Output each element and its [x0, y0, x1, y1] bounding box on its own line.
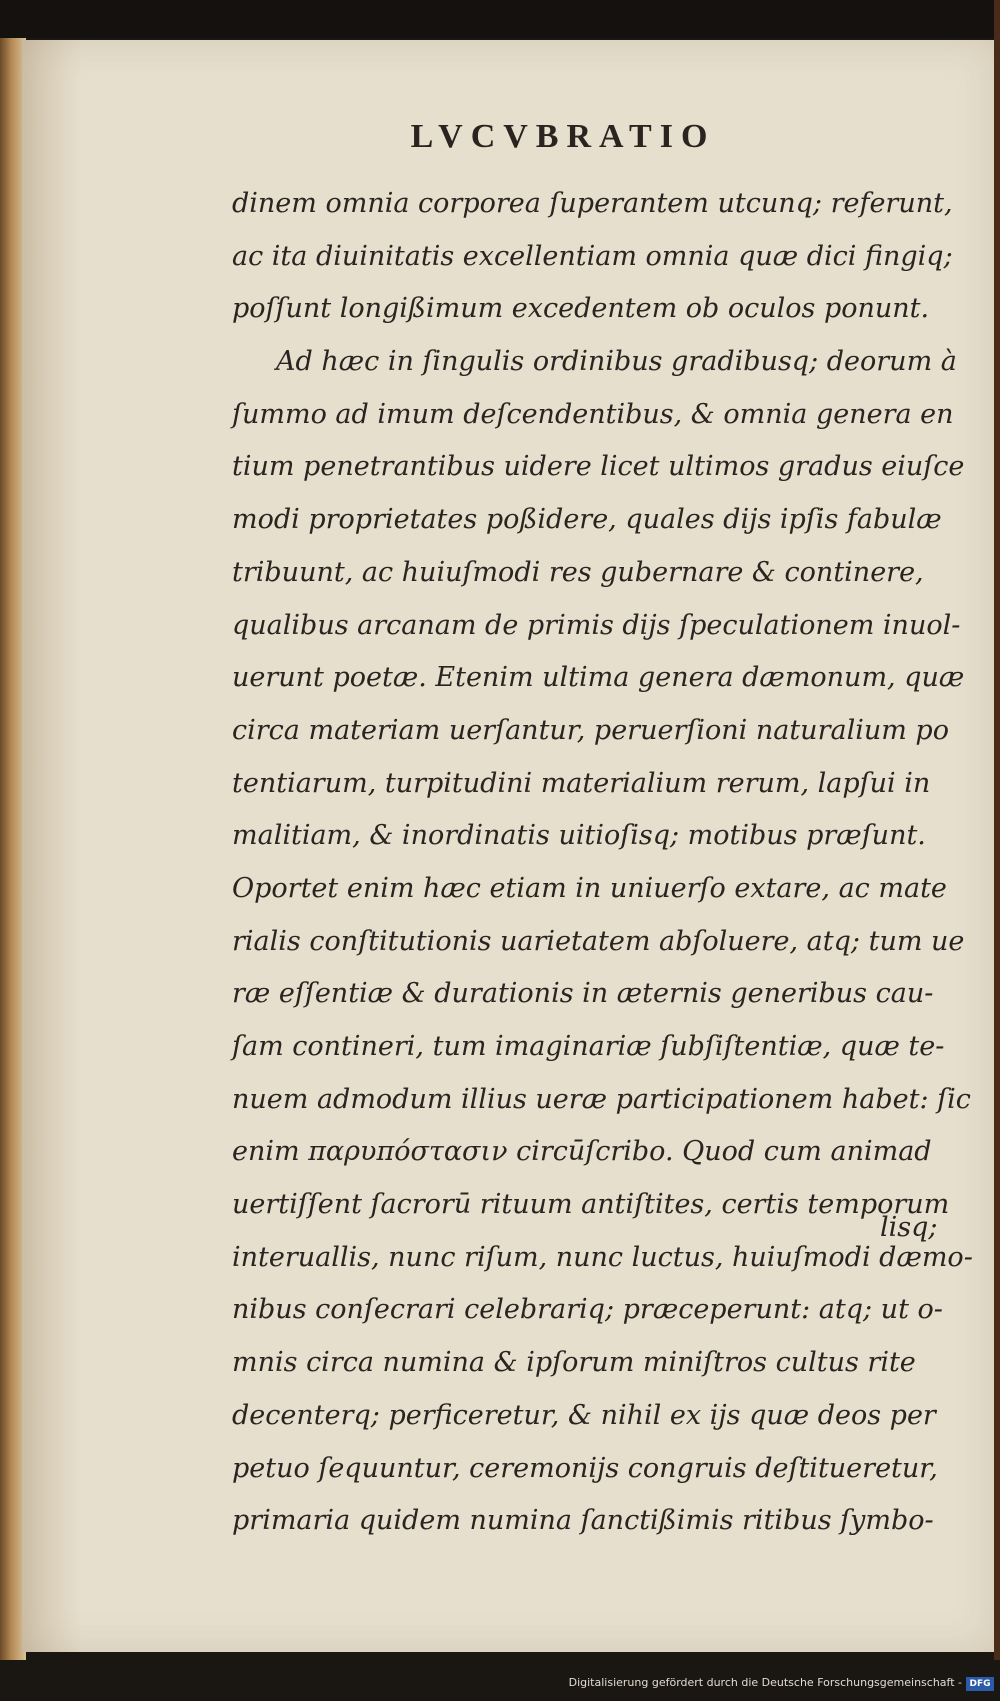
text-line: uerunt poetæ. Etenim ultima genera dæmonum, quæ [232, 662, 965, 694]
text-line: tium penetrantibus uidere licet ultimos gradus eiuſce [232, 451, 965, 483]
text-line: Ad hæc in ſingulis ordinibus gradibusq; deorum à [276, 346, 957, 378]
text-line: petuo ſequuntur, ceremonijs congruis deſtitueretur, [232, 1452, 938, 1484]
text-line: nuem admodum illius ueræ participationem habet: ſic [232, 1083, 971, 1115]
scan-background-right [994, 0, 1000, 1701]
text-line: ſummo ad imum deſcendentibus, & omnia genera en [232, 398, 954, 430]
text-line: decenterq; perficeretur, & nihil ex ijs quæ deos per [232, 1399, 936, 1431]
text-line: ſam contineri, tum imaginariæ ſubſiſtentiæ, quæ te- [232, 1031, 945, 1062]
footer-bar [0, 1660, 1000, 1701]
text-line: nibus conſecrari celebrariq; præceperunt: atq; ut o- [232, 1294, 943, 1326]
dfg-logo: DFG [966, 1677, 994, 1691]
scan-background-top [0, 0, 1000, 38]
text-line: tribuunt, ac huiuſmodi res gubernare & continere, [232, 556, 924, 588]
text-line: uertiſſent ſacrorū rituum antiſtites, certis temporum [232, 1189, 950, 1221]
text-line: enim παρυπόστασιν circūſcribo. Quod cum animad [232, 1136, 932, 1168]
text-line: Oportet enim hæc etiam in uniuerſo extare, ac mate [232, 872, 947, 904]
text-line: poſſunt longißimum excedentem ob oculos ponunt. [232, 293, 930, 325]
text-line: rialis conſtitutionis uarietatem abſoluere, atq; tum ue [232, 925, 965, 957]
page-body [232, 178, 973, 1548]
text-line: qualibus arcanam de primis dijs ſpeculationem inuol- [232, 609, 961, 641]
text-line: tentiarum, turpitudini materialium rerum, lapſui in [232, 767, 931, 799]
text-line: dinem omnia corporea ſuperantem utcunq; referunt, [232, 188, 953, 219]
text-line: modi proprietates poßidere, quales dijs ipſis fabulæ [232, 504, 942, 536]
running-head: LVCVBRATIO [410, 118, 716, 155]
text-line: primaria quidem numina ſanctißimis ritibus ſymbo- [232, 1505, 934, 1537]
text-line: interuallis, nunc riſum, nunc luctus, huiuſmodi dæmo- [232, 1241, 973, 1273]
text-line: ræ eſſentiæ & durationis in æternis generibus cau- [232, 978, 934, 1010]
text-line: ac ita diuinitatis excellentiam omnia quæ dici fingiq; [232, 240, 953, 272]
text-line: malitiam, & inordinatis uitioſisq; motibus præſunt. [232, 820, 926, 852]
digitization-credit: Digitalisierung gefördert durch die Deutsche Forschungsgemeinschaft - [568, 1676, 962, 1689]
text-line: mnis circa numina & ipſorum miniſtros cultus rite [232, 1347, 916, 1379]
catchword: lisq; [880, 1212, 938, 1243]
text-line: circa materiam uerſantur, peruerſioni naturalium po [232, 714, 949, 746]
